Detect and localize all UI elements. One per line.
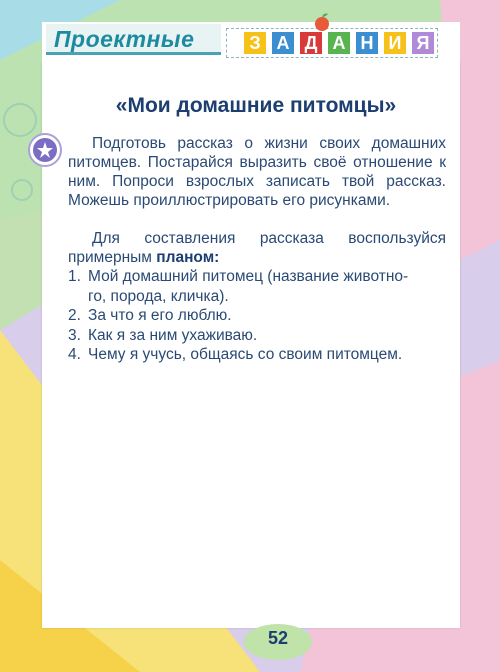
letter-tile: Н (356, 32, 378, 54)
task-badge (28, 133, 62, 167)
letter-tile: А (328, 32, 350, 54)
list-item-number: 2. (68, 307, 81, 324)
star-icon (36, 141, 54, 159)
letter-tile: Я (412, 32, 434, 54)
list-item-text: Как я за ним ухаживаю. (88, 326, 258, 344)
letter-tile: Д (300, 32, 322, 54)
plan-intro-paragraph (68, 229, 446, 267)
list-item (68, 267, 488, 306)
list-item-text-continued: го, порода, кличка). (88, 287, 229, 305)
letter-tile: З (244, 32, 266, 54)
list-item-number: 1. (68, 268, 81, 285)
list-item (68, 306, 488, 326)
list-item (68, 345, 488, 365)
letter-tile: А (272, 32, 294, 54)
plan-intro-text: Для составления рассказа воспользуйся примерным (68, 230, 446, 266)
list-item-text: За что я его люблю. (88, 307, 232, 324)
list-item-text: Мой домашний питомец (название животно- (88, 268, 409, 285)
section-title: Проектные (54, 26, 195, 52)
page-number: 52 (267, 628, 289, 648)
list-item-text: Чему я учусь, общаясь со своим питомцем. (88, 346, 403, 363)
list-item (68, 326, 488, 346)
task-paragraph: Подготовь рассказ о жизни своих домашних питомцев. Постарайся выразить своё отношение к ним. Попроси взрослых записать твой рассказ. Можешь проиллюстрировать его рисунками. (68, 135, 446, 209)
lesson-title: «Мои домашние питомцы» (115, 94, 397, 117)
apple-icon (311, 11, 333, 33)
list-item-number: 3. (68, 326, 81, 344)
letter-tile: И (384, 32, 406, 54)
section-title-box (46, 24, 221, 55)
plan-list (68, 267, 488, 365)
list-item-number: 4. (68, 346, 81, 363)
plan-intro-bold: планом: (156, 249, 220, 266)
